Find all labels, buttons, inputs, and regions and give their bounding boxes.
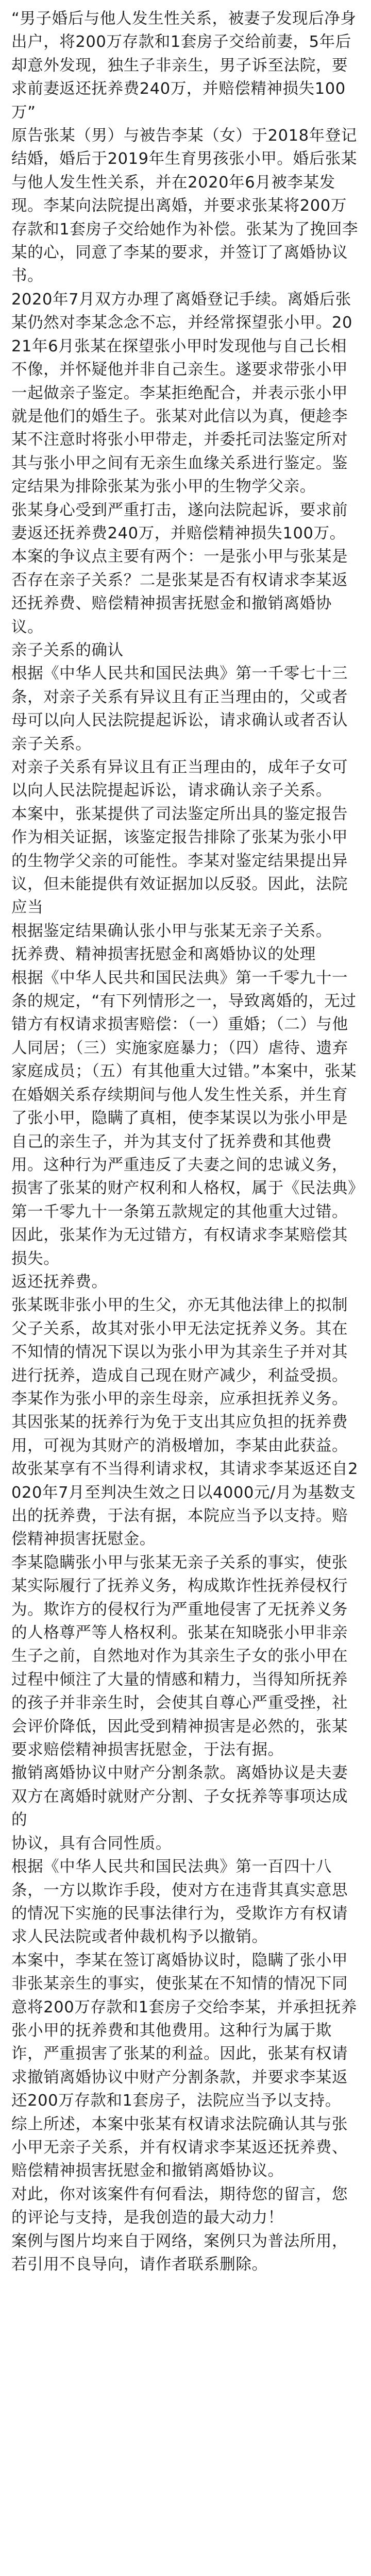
- reader-prompt-paragraph: 对此，你对该案件有何看法，期待您的留言，您的评论与支持，是我创造的最大动力！: [11, 2185, 348, 2227]
- analysis-paragraph: 协议，具有合同性质。: [11, 1834, 172, 1853]
- analysis-paragraph: 本案中，李某在签订离婚协议时，隐瞒了张小甲非张某亲生的事实，使张某在不知情的情况下同意将200万存款和1套房子交给李某，并承担抚养张小甲的抚养费和其他费用。这种行为属于欺诈，严重损害了张某的利益。因此，张某有权请求撤销离婚协议中财产分割条款，并要求李某返还200万存款和1套房子，法院应当予以支持。: [11, 1951, 357, 2110]
- analysis-paragraph: 本案中，张某提供了司法鉴定所出具的鉴定报告作为相关证据，该鉴定报告排除了张某为张小甲的生物学父亲的可能性。李某对鉴定结果提出异议，但未能提供有效证据加以反驳。因此，法院应当: [11, 805, 348, 917]
- case-facts-paragraph: 2020年7月双方办理了离婚登记手续。离婚后张某仍然对李某念念不忘，并经常探望张小甲。2021年6月张某在探望张小甲时发现他与自己长相不像，并怀疑他并非自己亲生。遂要求带张小甲一起做亲子鉴定。李某拒绝配合，并表示张小甲就是他们的婚生子。张某对此信以为真，便趁李某不注意时将张小甲带走，并委托司法鉴定所对其与张小甲之间有无亲生血缘关系进行鉴定。鉴定结果为排除张某为张小甲的生物学父亲。: [11, 290, 353, 496]
- analysis-paragraph: 根据鉴定结果确认张小甲与张某无亲子关系。: [11, 922, 332, 940]
- legal-basis-paragraph: 对亲子关系有异议且有正当理由的，成年子女可以向人民法院提起诉讼，请求确认亲子关系。: [11, 758, 348, 800]
- legal-basis-paragraph: 根据《中华人民共和国民法典》第一千零九十一条的规定，“有下列情形之一，导致离婚的，无过错方有权请求损害赔偿：（一）重婚；（二）与他人同居；（三）实施家庭暴力；（四）虐待、遗弃家庭成员；（五）有其他重大过错。”本案中，张某在婚姻关系存续期间与他人发生性关系，并生育了张小甲，隐瞒了真相，使李某误以为张小甲是自己的亲生子，并为其支付了抚养费和其他费用。这种行为严重违反了夫妻之间的忠诚义务，损害了张某的财产权利和人格权，属于《民法典》第一千零九十一条第五款规定的其他重大过错。因此，张某作为无过错方，有权请求李某赔偿其损失。: [11, 969, 357, 1268]
- case-facts-paragraph: 原告张某（男）与被告李某（女）于2018年登记结婚，婚后于2019年生育男孩张小甲。婚后张某与他人发生性关系，并在2020年6月被李某发现。李某向法院提出离婚，并要求张某将200万存款和1套房子交给她作为补偿。张某为了挽回李某的心，同意了李某的要求，并签订了离婚协议书。: [11, 127, 359, 285]
- conclusion-paragraph: 综上所述，本案中张某有权请求法院确认其与张小甲无亲子关系，并有权请求李某返还抚养费、赔偿精神损害抚慰金和撤销离婚协议。: [11, 2115, 348, 2180]
- analysis-paragraph: 张某既非张小甲的生父，亦无其他法律上的拟制父子关系，故其对张小甲无法定抚养义务。其在不知情的情况下误以为张小甲为其亲生子并对其进行抚养，造成自己现在财产减少，利益受损。李某作为张小甲的亲生母亲，应承担抚养义务。其因张某的抚养行为免于支出其应负担的抚养费用，可视为其财产的消极增加，李某由此获益。故张某享有不当得利请求权，其请求李某返还自2020年7月至判决生效之日以4000元/月为基数支出的抚养费，于法有据，本院应当予以支持。赔偿精神损害抚慰金。: [11, 1296, 359, 1549]
- section-heading: 返还抚养费。: [11, 1273, 108, 1291]
- section-heading: 抚养费、精神损害抚慰金和离婚协议的处理: [11, 945, 316, 964]
- section-heading: 亲子关系的确认: [11, 641, 124, 659]
- legal-basis-paragraph: 根据《中华人民共和国民法典》第一千零七十三条，对亲子关系有异议且有正当理由的，父或者母可以向人民法院提起诉讼，请求确认或者否认亲子关系。: [11, 665, 348, 753]
- legal-basis-paragraph: 根据《中华人民共和国民法典》第一百四十八条，一方以欺诈手段，使对方在违背其真实意思的情况下实施的民事法律行为，受欺诈方有权请求人民法院或者仲裁机构予以撤销。: [11, 1858, 348, 1946]
- disclaimer-paragraph: 案例与图片均来自于网络，案例只为普法所用，若引用不良导向，请作者联系删除。: [11, 2232, 348, 2274]
- analysis-paragraph: 撤销离婚协议中财产分割条款。离婚协议是夫妻双方在离婚时就财产分割、子女抚养等事项达成的: [11, 1764, 348, 1829]
- article-lead-quote: “男子婚后与他人发生性关系，被妻子发现后净身出户，将200万存款和1套房子交给前妻，5年后却意外发现，独生子非亲生，男子诉至法院，要求前妻返还抚养费240万，并赔偿精神损失100万”: [11, 10, 357, 122]
- case-facts-paragraph: 张某身心受到严重打击，遂向法院起诉，要求前妻返还抚养费240万，并赔偿精神损失100万。: [11, 501, 348, 543]
- dispute-points-paragraph: 本案的争议点主要有两个：一是张小甲与张某是否存在亲子关系？二是张某是否有权请求李某返还抚养费、赔偿精神损害抚慰金和撤销离婚协议。: [11, 548, 348, 636]
- analysis-paragraph: 李某隐瞒张小甲与张某无亲子关系的事实，使张某实际履行了抚养义务，构成欺诈性抚养侵权行为。欺诈方的侵权行为严重地侵害了无抚养义务的人格尊严等人格权利。张某在知晓张小甲非亲生子之前，自然地对作为其亲生子女的张小甲在过程中倾注了大量的情感和精力，当得知所抚养的孩子并非亲生时，会使其自尊心严重受挫，社会评价降低，因此受到精神损害是必然的，张某要求赔偿精神损害抚慰金，于法有据。: [11, 1553, 348, 1759]
